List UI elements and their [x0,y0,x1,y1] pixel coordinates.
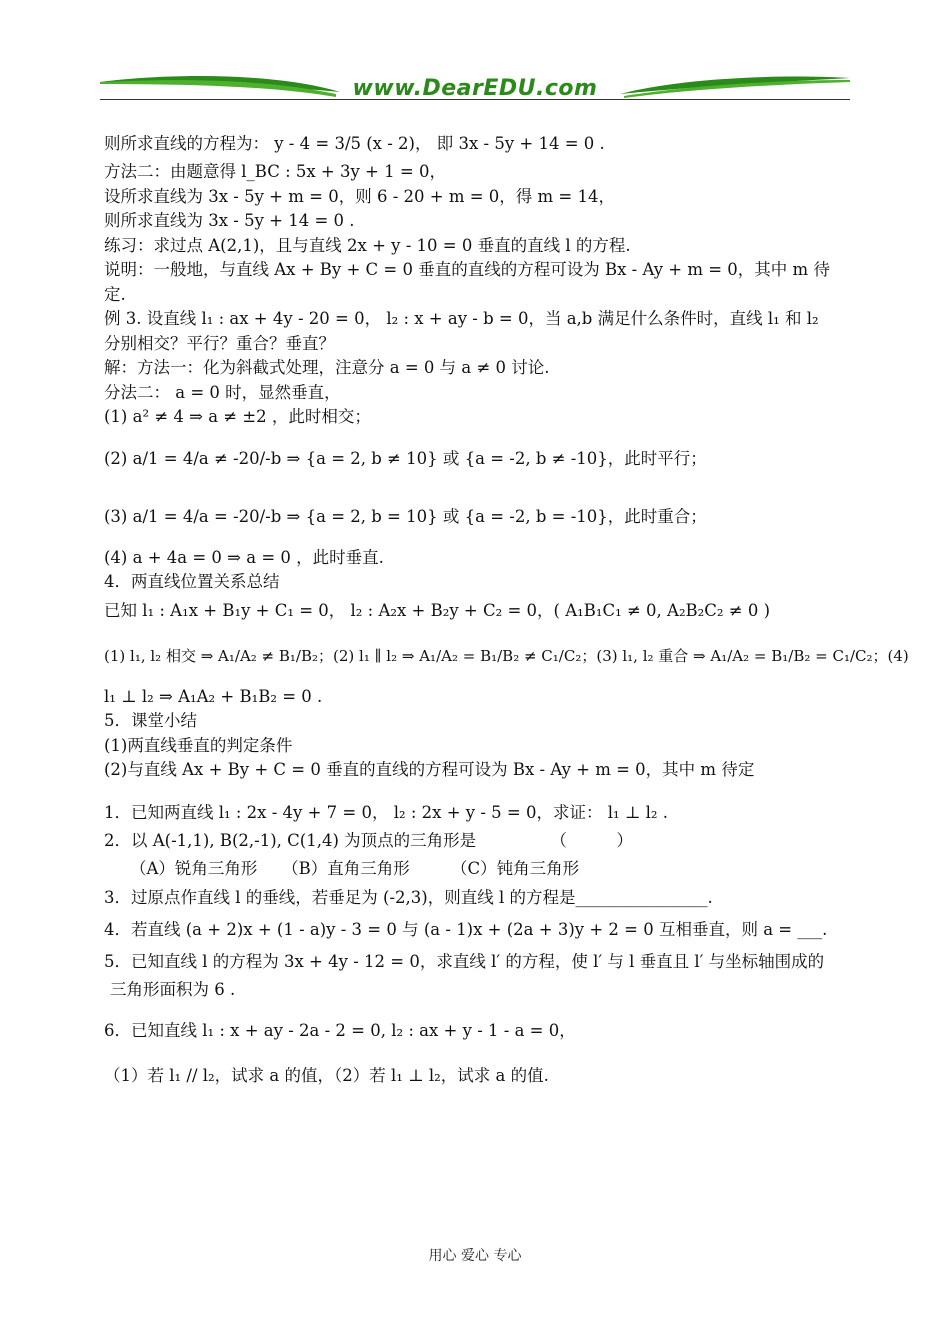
text-line: 则所求直线的方程为： y - 4 = 3/5 (x - 2)， 即 3x - 5y + 14 = 0 . [104,134,605,153]
text-line: 则所求直线为 3x - 5y + 14 = 0 . [104,211,355,230]
text-line: 已知 l₁ : A₁x + B₁y + C₁ = 0， l₂ : A₂x + B₂y + C₂ = 0，( A₁B₁C₁ ≠ 0, A₂B₂C₂ ≠ 0 ) [104,600,771,620]
text-line: (3) a/1 = 4/a = -20/-b ⇒ {a = 2, b = 10} 或 {a = -2, b = -10}，此时重合； [104,506,707,526]
section-heading: 4．两直线位置关系总结 [104,572,280,591]
site-logo-text: www.DearEDU.com [352,76,598,101]
text-line: 解：方法一：化为斜截式处理，注意分 a = 0 与 a ≠ 0 讨论. [104,358,550,377]
text-line: 练习：求过点 A(2,1)，且与直线 2x + y - 10 = 0 垂直的直线 l 的方程. [104,235,631,255]
exercise-line: （1）若 l₁ // l₂，试求 a 的值，（2）若 l₁ ⊥ l₂，试求 a 的值. [104,1066,549,1085]
text-line: (1) l₁, l₂ 相交 ⇒ A₁/A₂ ≠ B₁/B₂；(2) l₁ ∥ l₂ ⇒ A₁/A₂ = B₁/B₂ ≠ C₁/C₂；(3) l₁, l₂ 重合 ⇒ A₁/A₂ = B₁/B₂ = C₁/C₂；(4) [104,646,909,665]
section-heading: 5．课堂小结 [104,711,197,730]
exercise-line: 2．以 A(-1,1), B(2,-1), C(1,4) 为顶点的三角形是 （ ） [104,831,633,850]
text-line: (2)与直线 Ax + By + C = 0 垂直的直线的方程可设为 Bx - Ay + m = 0，其中 m 待定 [104,760,755,779]
exercise-line: 3．过原点作直线 l 的垂线，若垂足为 (-2,3)，则直线 l 的方程是________________. [104,887,713,907]
text-line: l₁ ⊥ l₂ ⇒ A₁A₂ + B₁B₂ = 0 . [104,686,323,706]
exercise-line: 6．已知直线 l₁ : x + ay - 2a - 2 = 0, l₂ : ax + y - 1 - a = 0， [104,1021,576,1040]
exercise-line: 5．已知直线 l 的方程为 3x + 4y - 12 = 0，求直线 l′ 的方程，使 l′ 与 l 垂直且 l′ 与坐标轴围成的 [104,951,825,971]
exercise-line: 三角形面积为 6 . [110,979,236,999]
text-line: (1) a² ≠ 4 ⇒ a ≠ ±2 ，此时相交； [104,407,371,426]
text-line: (1)两直线垂直的判定条件 [104,735,293,755]
exercise-line: 4．若直线 (a + 2)x + (1 - a)y - 3 = 0 与 (a - 1)x + (2a + 3)y + 2 = 0 互相垂直，则 a = ___. [104,919,828,939]
exercise-options: （A）锐角三角形 （B）直角三角形 （C）钝角三角形 [130,859,580,878]
text-line: 分别相交？平行？重合？垂直？ [104,333,335,353]
text-line: 说明：一般地，与直线 Ax + By + C = 0 垂直的直线的方程可设为 Bx - Ay + m = 0，其中 m 待定. [104,260,830,304]
text-line: (2) a/1 = 4/a ≠ -20/-b ⇒ {a = 2, b ≠ 10} 或 {a = -2, b ≠ -10}，此时平行； [104,448,707,468]
text-line: 方法二：由题意得 l_BC : 5x + 3y + 1 = 0， [104,162,446,181]
exercise-line: 1．已知两直线 l₁ : 2x - 4y + 7 = 0， l₂ : 2x + y - 5 = 0，求证： l₁ ⊥ l₂ . [104,802,669,822]
text-line: (4) a + 4a = 0 ⇒ a = 0 ，此时垂直. [104,547,384,567]
header-divider [100,99,850,100]
text-line: 分法二： a = 0 时，显然垂直， [104,382,341,402]
spacer [104,783,850,801]
document-body [104,128,909,1092]
text-line: 设所求直线为 3x - 5y + m = 0，则 6 - 20 + m = 0，得 m = 14， [104,186,615,206]
page-footer: 用心 爱心 专心 [428,1248,522,1264]
site-header-banner [100,70,850,106]
text-line: 例 3. 设直线 l₁ : ax + 4y - 20 = 0， l₂ : x + ay - b = 0，当 a,b 满足什么条件时，直线 l₁ 和 l₂ [104,309,819,328]
